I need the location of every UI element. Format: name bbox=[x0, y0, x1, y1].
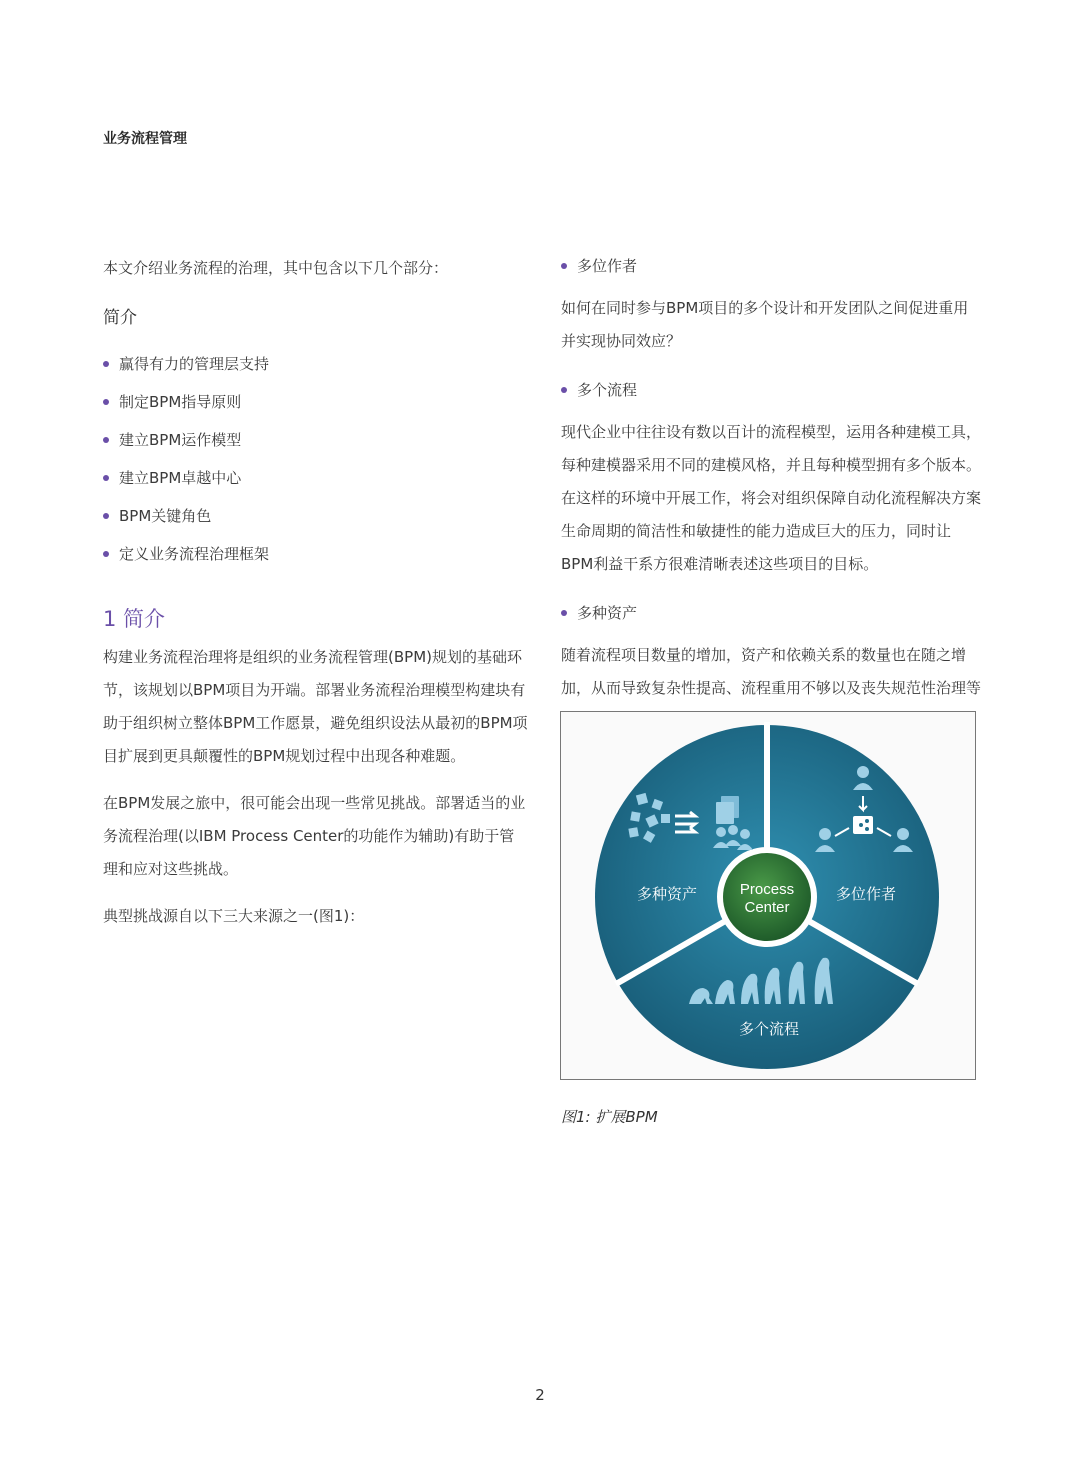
challenge-text: 现代企业中往往设有数以百计的流程模型，运用各种建模工具，每种建模器采用不同的建模风格，并且每种模型拥有多个版本。在这样的环境中开展工作，将会对组织保障自动化流程解决方案生命周期的简洁性和敏捷性的能力造成巨大的压力，同时让BPM利益干系方很难清晰表述这些项目的目标。 bbox=[561, 423, 982, 573]
challenge-bullet: 多种资产 bbox=[561, 599, 981, 627]
toc-item: 制定BPM指导原则 bbox=[103, 383, 528, 421]
center-label-1: Process bbox=[739, 881, 795, 898]
left-column bbox=[103, 252, 528, 933]
running-header: 业务流程管理 bbox=[103, 131, 187, 147]
challenge-bullet: 多个流程 bbox=[561, 376, 981, 404]
figure-bpm-diagram bbox=[560, 711, 976, 1080]
toc-list bbox=[103, 345, 528, 573]
challenge-bullet: 多位作者 bbox=[561, 252, 981, 280]
segment-label-processes: 多个流程 bbox=[738, 1020, 800, 1038]
toc-item: 建立BPM卓越中心 bbox=[103, 459, 528, 497]
segment-label-authors: 多位作者 bbox=[835, 885, 897, 903]
paragraph: 在BPM发展之旅中，很可能会出现一些常见挑战。部署适当的业务流程治理(以IBM Process Center的功能作为辅助)有助于管理和应对这些挑战。 bbox=[103, 794, 526, 878]
toc-heading: 简介 bbox=[103, 308, 137, 328]
center-label-2: Center bbox=[744, 899, 790, 916]
intro-text: 本文介绍业务流程的治理，其中包含以下几个部分： bbox=[103, 259, 449, 277]
page-number: 2 bbox=[535, 1386, 545, 1404]
toc-item: 赢得有力的管理层支持 bbox=[103, 345, 528, 383]
challenge-text: 如何在同时参与BPM项目的多个设计和开发团队之间促进重用并实现协同效应？ bbox=[561, 299, 969, 350]
paragraph: 典型挑战源自以下三大来源之一(图1)： bbox=[103, 907, 365, 925]
toc-item: 建立BPM运作模型 bbox=[103, 421, 528, 459]
toc-item: BPM关键角色 bbox=[103, 497, 528, 535]
challenge-text: 随着流程项目数量的增加，资产和依赖关系的数量也在随之增加，从而导致复杂性提高、流程重用不够以及丧失规范性治理等 bbox=[561, 646, 982, 697]
right-column bbox=[561, 252, 981, 756]
segment-label-assets: 多种资产 bbox=[636, 885, 698, 903]
figure-caption: 图1: 扩展BPM bbox=[561, 1108, 658, 1126]
paragraph: 构建业务流程治理将是组织的业务流程管理(BPM)规划的基础环节，该规划以BPM项目为开端。部署业务流程治理模型构建块有助于组织树立整体BPM工作愿景，避免组织设法从最初的BPM项目扩展到更具颠覆性的BPM规划过程中出现各种难题。 bbox=[103, 648, 528, 765]
bpm-circle-diagram bbox=[561, 712, 975, 1079]
toc-item: 定义业务流程治理框架 bbox=[103, 535, 528, 573]
section-heading: 1 简介 bbox=[103, 607, 166, 631]
